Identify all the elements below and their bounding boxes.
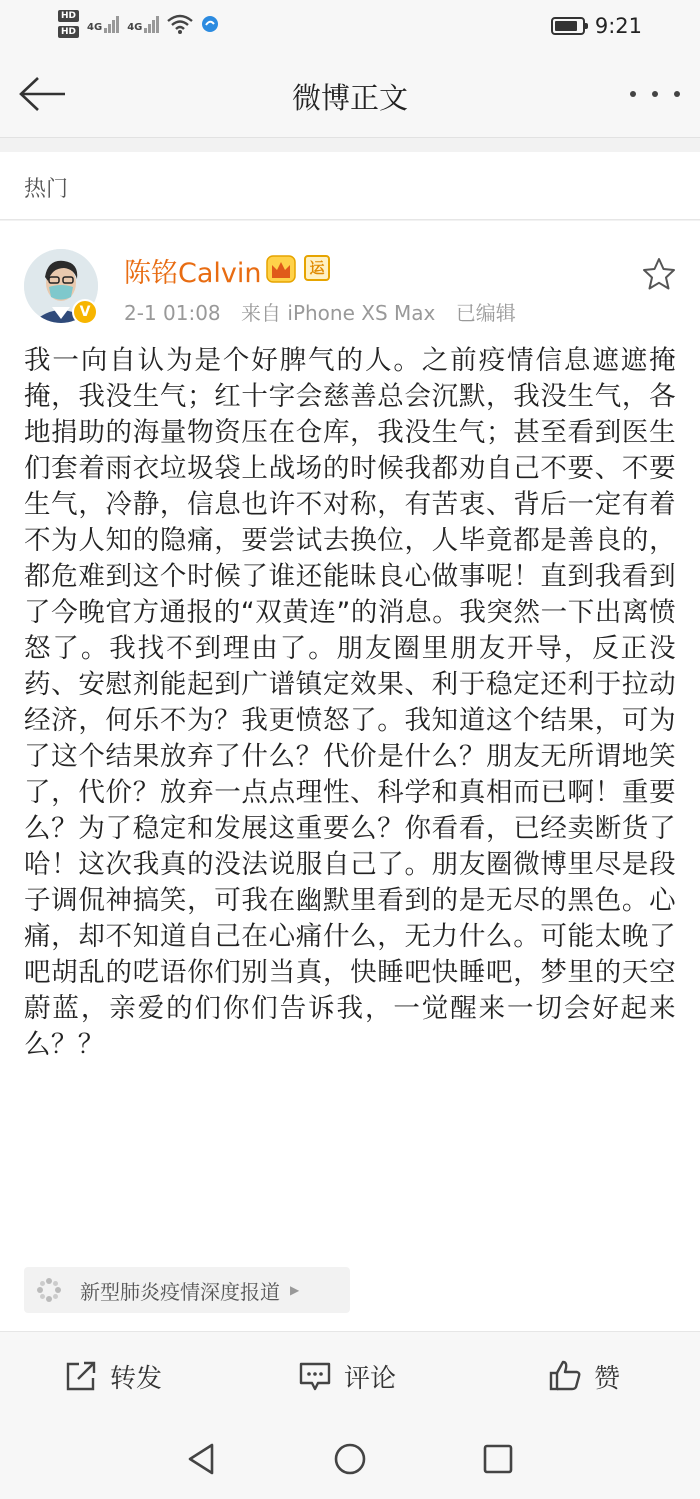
- post-body: 我一向自认为是个好脾气的人。之前疫情信息遮遮掩掩，我没生气；红十字会慈善总会沉默，我没生气，各地捐助的海量物资压在仓库，我没生气；甚至看到医生们套着雨衣垃圾袋上战场的时候我都劝自己不要、不要生气，冷静，信息也许不对称，有苦衷、背后一定有着不为人知的隐痛，要尝试去换位，人毕竟都是善良的，都危难到这个时候了谁还能昧良心做事呢！直到我看到了今晚官方通报的“双黄连”的消息。我突然一下出离愤怒了。我找不到理由了。朋友圈里朋友开导，反正没药、安慰剂能起到广谱镇定效果、利于稳定还利于拉动经济，何乐不为？我更愤怒了。我知道这个结果，可为了这个结果放弃了什么？代价是什么？朋友无所谓地笑了，代价？放弃一点点理性、科学和真相而已啊！重要么？为了稳定和发展这重要么？你看看，已经卖断货了哈！这次我真的没法说服自己了。朋友圈微博里尽是段子调侃神搞笑，可我在幽默里看到的是无尽的黑色。心痛，却不知道自己在心痛什么，无力什么。可能太晚了吧胡乱的呓语你们别当真，快睡吧快睡吧，梦里的天空蔚蓝，亲爱的们你们告诉我，一觉醒来一切会好起来么？？: [24, 345, 676, 1060]
- repost-button[interactable]: [64, 1332, 162, 1420]
- network-type-2: 4G: [127, 22, 143, 33]
- comment-button[interactable]: [298, 1332, 396, 1420]
- topic-label: 新型肺炎疫情深度报道: [80, 1279, 280, 1304]
- home-circle-icon[interactable]: [330, 1439, 370, 1479]
- hot-section: [0, 152, 700, 220]
- signal-bars-2-icon: [144, 15, 159, 33]
- battery-icon: [551, 17, 585, 35]
- comment-bubble-icon: [298, 1359, 332, 1393]
- author-name[interactable]: 陈铭Calvin: [124, 258, 262, 289]
- repost-label: 转发: [110, 1363, 163, 1394]
- action-bar: [0, 1331, 700, 1419]
- run-badge[interactable]: 运: [304, 255, 330, 281]
- post-card: [0, 221, 700, 1331]
- recents-square-icon[interactable]: [478, 1439, 518, 1479]
- topic-tag[interactable]: [24, 1267, 350, 1313]
- signal-bars-1-icon: [104, 15, 119, 33]
- more-dots-icon[interactable]: [630, 82, 680, 106]
- chevron-right-icon: ▶: [290, 1283, 300, 1297]
- status-left: [58, 10, 219, 38]
- signal-sim1: [87, 15, 119, 33]
- verified-badge: V: [72, 299, 98, 325]
- post-time: 2-1 01:08: [124, 301, 221, 325]
- app-notification-icon: [201, 15, 219, 33]
- status-bar: [0, 0, 700, 52]
- topic-spinner-icon: [36, 1277, 62, 1303]
- comment-label: 评论: [344, 1363, 397, 1394]
- wifi-icon: [167, 14, 193, 34]
- post-edited[interactable]: 已编辑: [455, 301, 516, 325]
- battery-level-fill: [555, 21, 577, 31]
- page-title: 微博正文: [291, 81, 408, 115]
- network-type-1: 4G: [87, 22, 103, 33]
- hd-sim2-badge: HD: [58, 26, 79, 38]
- signal-sim2: [127, 15, 159, 33]
- post-meta: [124, 297, 530, 326]
- share-arrow-icon: [64, 1359, 98, 1393]
- star-icon[interactable]: [642, 257, 676, 291]
- like-label: 赞: [594, 1363, 621, 1394]
- crown-badge-icon[interactable]: [266, 255, 296, 283]
- like-button[interactable]: [548, 1332, 620, 1420]
- status-time: 9:21: [594, 14, 642, 38]
- sim-indicators: [58, 10, 79, 38]
- system-nav-bar: [0, 1419, 700, 1499]
- status-right: [551, 14, 642, 38]
- hot-label: 热门: [24, 177, 69, 202]
- back-triangle-icon[interactable]: [182, 1439, 222, 1479]
- post-source[interactable]: 来自 iPhone XS Max: [241, 301, 436, 325]
- nav-bar: [0, 52, 700, 138]
- thumbs-up-icon: [548, 1359, 582, 1393]
- hd-sim1-badge: HD: [58, 10, 79, 22]
